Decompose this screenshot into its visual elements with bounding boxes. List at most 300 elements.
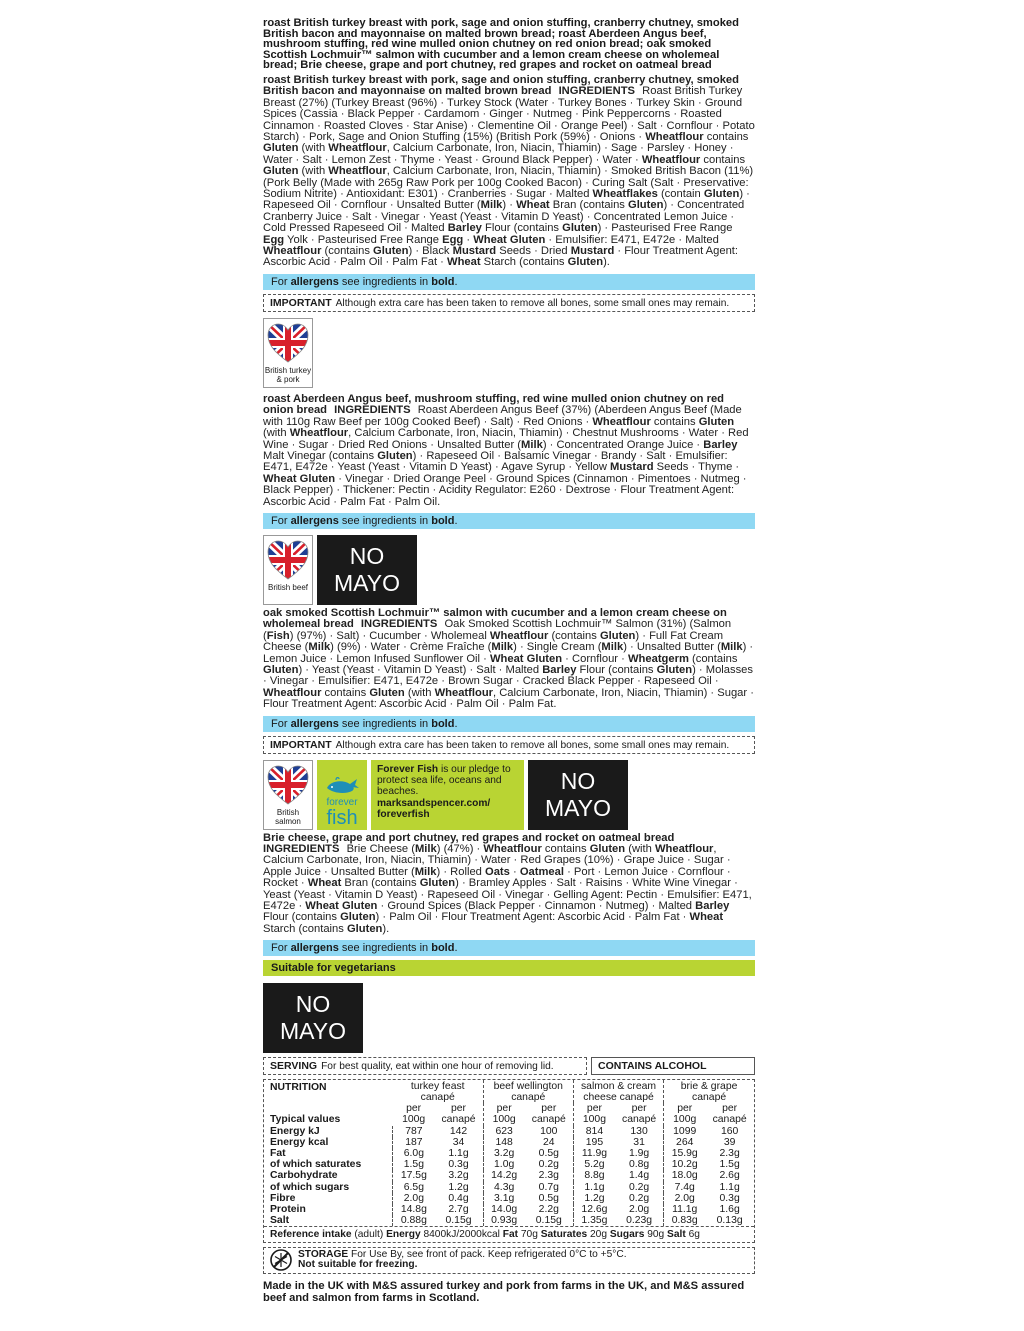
nutrient-value: 160 (720, 1125, 739, 1137)
allergen-word: Egg (263, 233, 285, 246)
nutrient-value: 17.5g (393, 1170, 435, 1181)
section-beef (263, 394, 755, 508)
nutrient-value: 18.0g (664, 1170, 706, 1181)
allergen-bold: allergens (290, 717, 339, 730)
ingredient-text: (with (298, 165, 329, 178)
nutrient-value: 2.6g (719, 1170, 740, 1182)
union-jack-heart-icon (266, 764, 310, 806)
nutrient-value: 0.88g (393, 1215, 435, 1226)
allergen-word: Gluten (628, 199, 664, 212)
badges-salmon (263, 760, 755, 830)
allergen-word: Milk (414, 865, 437, 878)
allergen-word: Gluten (369, 686, 405, 699)
allergen-word: Wheatflour (645, 131, 704, 143)
nutrient-value: 0.3g (448, 1159, 469, 1171)
allergen-word: Wheatflour (263, 245, 322, 258)
important-text: Although extra care has been taken to remove all bones, some small ones may remain. (335, 297, 730, 309)
nutrient-value: 6.0g (393, 1148, 435, 1159)
important-label: IMPORTANT (270, 296, 332, 309)
allergen-word: Milk (308, 641, 331, 654)
serving-row (263, 1057, 755, 1075)
ingredients-label: INGREDIENTS (334, 404, 411, 417)
allergen-mid: see ingredients in (338, 942, 432, 955)
nutrient-value: 39 (723, 1136, 736, 1148)
ingredient-text: ) · Palm Oil · Flour Treatment Agent: Ascorbic Acid · Palm Fat · (375, 911, 690, 924)
important-notice (263, 294, 755, 312)
badges-brie (263, 983, 755, 1053)
allergen-word: Gluten (340, 911, 376, 924)
nutrient-value: 142 (449, 1125, 468, 1137)
nutrient-value: 0.15g (445, 1215, 472, 1227)
nutrient-value: 0.5g (538, 1192, 559, 1204)
allergen-word: Gluten (263, 663, 299, 676)
ingredient-text: · (509, 865, 520, 878)
allergen-word: Barley (703, 438, 738, 451)
allergen-bold-word: bold (431, 942, 455, 955)
allergen-word: Mustard (570, 245, 615, 258)
british-beef-badge (263, 535, 313, 605)
allergen-word: Oats (485, 865, 510, 878)
nutrient-value: 12.6g (573, 1204, 615, 1215)
storage-text-block (298, 1250, 627, 1271)
allergen-word: Wheatflour (328, 165, 387, 178)
important-notice (263, 736, 755, 754)
nutrient-value: 1.0g (483, 1159, 525, 1170)
nutrient-value: 1.5g (393, 1159, 435, 1170)
allergen-word: Gluten (419, 877, 456, 890)
allergen-word: Wheat (516, 199, 550, 212)
ingredient-text: ) · (502, 199, 517, 212)
allergen-word: Gluten (589, 843, 626, 855)
ingredient-text: Oak Smoked Scottish Lochmuir™ Salmon (31%) (Salmon ( (263, 618, 732, 642)
allergen-word: Wheatflour (592, 415, 651, 428)
ingredient-text: · (463, 233, 474, 246)
allergen-word: Gluten (599, 629, 636, 642)
no-mayo-badge (528, 760, 628, 830)
ingredient-text: ) · Molasses · Vinegar · Emulsifier: E471, E472e · Brown Sugar · Cracked Black Pepper · Rapeseed Oil · (263, 663, 753, 688)
per-100-header: per 100g (573, 1103, 615, 1125)
ingredient-text: (with (625, 843, 655, 855)
ingredient-text: · Cornflour · (562, 652, 628, 665)
ref-sat: 20g (587, 1229, 610, 1241)
allergen-word: Wheat Gluten (305, 900, 378, 913)
allergen-word: Wheat (689, 911, 724, 924)
nutrient-value: 1.1g (448, 1148, 469, 1160)
nutrient-value: 2.0g (664, 1193, 706, 1204)
no-mayo-line2: MAYO (279, 1018, 347, 1045)
nutrient-label: Fat (270, 1148, 286, 1160)
ingredient-text: ) · Rapeseed Oil · Balsamic Vinegar · Brandy · Salt · Emulsifier: E471, E472e · Yeast (Yeast · Vitamin D Yeast) · Agave Syrup · Yellow (263, 449, 728, 474)
forever-fish-logo (317, 760, 367, 830)
nutrition-label: NUTRITION (270, 1082, 327, 1094)
nutrient-value: 187 (393, 1137, 435, 1148)
forever-fish-small-text: forever (326, 796, 358, 808)
nutrient-value: 0.93g (483, 1215, 525, 1226)
ingredient-text: · Vinegar · Dried Orange Peel · Ground Spices (Cinnamon · Pimentoes · Nutmeg · Black Pepper) · Thickener: Pectin · Acidity Regulator: E260 · Dextrose · Flour Treatment Agent: Ascorbic Acid · Palm Fat · Palm Oil. (263, 472, 747, 508)
allergen-suffix: . (454, 275, 458, 288)
ingredients-text (263, 85, 755, 268)
forever-fish-big-text: fish (326, 806, 358, 829)
allergen-word: Fish (266, 629, 290, 642)
serving-label: SERVING (270, 1060, 318, 1073)
nutrient-value: 264 (664, 1137, 706, 1148)
badges-beef (263, 535, 755, 605)
nutrient-value: 2.2g (538, 1204, 559, 1216)
contains-alcohol-box: CONTAINS ALCOHOL (591, 1057, 755, 1075)
pledge-url[interactable]: marksandspencer.com/ foreverfish (377, 797, 491, 821)
allergen-word: Milk (720, 641, 743, 654)
allergen-band (263, 716, 755, 732)
nutrition-row (264, 1159, 754, 1170)
nutrient-value: 14.0g (483, 1204, 525, 1215)
ingredient-text: ) · Lemon Juice · Lemon Infused Sunflower Oil · (263, 641, 754, 665)
nutrition-row (264, 1170, 754, 1181)
nutrient-value: 0.83g (664, 1215, 706, 1226)
nutrient-value: 6.5g (393, 1182, 435, 1193)
per-100-header: per 100g (402, 1103, 426, 1126)
per-canape-header: per canapé (531, 1103, 566, 1126)
ref-label: Reference intake (270, 1229, 352, 1241)
ingredient-text: Starch (contains (263, 922, 347, 935)
ingredient-text: Flour (contains (481, 222, 563, 235)
ref-sugars-label: Sugars (609, 1229, 645, 1241)
ingredient-text: (contains (688, 652, 738, 665)
allergen-bold: allergens (290, 942, 339, 955)
per-100-header: per 100g (664, 1103, 706, 1125)
pledge-text: is our pledge to protect sea life, oceans and beaches. (377, 763, 511, 798)
ingredient-text: (with (263, 427, 290, 440)
allergen-word: Milk (521, 438, 543, 451)
nutrient-value: 0.13g (716, 1215, 743, 1227)
ingredients-text (263, 618, 754, 710)
allergen-band (263, 274, 755, 290)
nutrient-value: 5.2g (573, 1159, 615, 1170)
no-mayo-line1: NO (560, 767, 596, 794)
ingredient-text: , Calcium Carbonate, Iron, Niacin, Thiamin) · Sugar · Flour Treatment Agent: Ascorbic Acid · Palm Oil · Palm Fat. (263, 686, 754, 711)
nutrient-value: 11.1g (664, 1204, 706, 1215)
allergen-word: Wheatflour (489, 629, 549, 642)
nutrient-value: 100 (540, 1125, 558, 1137)
allergen-bold-word: bold (431, 275, 455, 288)
allergen-word: Wheat Gluten (263, 472, 336, 485)
ref-salt: 6g (685, 1229, 700, 1241)
made-in-statement: Made in the UK with M&S assured turkey and pork from farms in the UK, and M&S assured beef and salmon from farms in Scotland. (263, 1279, 745, 1304)
allergen-suffix: . (454, 717, 458, 730)
ingredient-text: Bran (contains (549, 199, 628, 212)
allergen-word: Gluten (373, 245, 409, 258)
nutrient-value: 1.2g (448, 1181, 469, 1193)
ingredients-beef (263, 394, 755, 508)
no-mayo-line1: NO (295, 991, 331, 1018)
nutrition-row (264, 1215, 754, 1226)
per-canape-header: per canapé (622, 1103, 657, 1126)
allergen-prefix: For (271, 275, 291, 288)
ingredient-text: contains (541, 843, 590, 855)
nutrition-row (264, 1182, 754, 1193)
group-header: salmon & cream cheese canapé (573, 1080, 663, 1103)
ingredients-turkey (263, 75, 755, 269)
allergen-word: Mustard (610, 461, 654, 474)
serving-text: For best quality, eat within one hour of removing lid. (321, 1061, 554, 1073)
no-mayo-line2: MAYO (333, 569, 401, 596)
ref-sat-label: Saturates (540, 1229, 588, 1241)
section-turkey (263, 75, 755, 269)
allergen-word: Wheat Gluten (473, 233, 546, 246)
ingredient-text: ) · Bramley Apples · Salt · Raisins · White Wine Vinegar · Yeast (Yeast · Vitamin D Yeast) · Rapeseed Oil · Vinegar · Gelling Agent: Pectin · Emulsifier: E471, E472e · (263, 877, 752, 913)
allergen-word: Gluten (698, 415, 735, 428)
nutrition-row (264, 1193, 754, 1204)
ingredient-text: , Calcium Carbonate, Iron, Niacin, Thiamin) · Sage · Parsley · Honey · Water · Salt · Lemon Zest · Thyme · Yeast · Ground Black Pepper) · Water · (263, 142, 734, 166)
ingredient-text: (contains (321, 245, 374, 258)
ingredient-text: Flour (contains (263, 911, 341, 924)
allergen-prefix: For (271, 717, 291, 730)
nutrient-label: Energy kJ (270, 1125, 320, 1137)
allergen-word: Gluten (263, 165, 299, 178)
ingredient-text: Brie Cheese ( (346, 843, 415, 855)
nutrient-value: 3.1g (483, 1193, 525, 1204)
nutrient-label: Protein (270, 1204, 306, 1216)
no-mayo-line2: MAYO (544, 794, 612, 821)
nutrient-value: 195 (573, 1137, 615, 1148)
allergen-word: Gluten (562, 222, 598, 235)
ingredient-text: · Emulsifier: E471, E472e · Malted (545, 233, 719, 246)
ingredient-text: (contain (657, 188, 704, 201)
nutrient-value: 1.1g (573, 1182, 615, 1193)
ingredient-text: Bran (contains (341, 877, 420, 890)
nutrient-value: 1.4g (628, 1170, 650, 1182)
nutrient-value: 0.7g (538, 1181, 559, 1193)
ingredient-text: ) · Unsalted Butter ( (623, 641, 721, 654)
allergen-word: Barley (695, 900, 730, 913)
ingredient-text: (contains (548, 629, 600, 642)
nutrient-label: Salt (270, 1215, 290, 1227)
nutrient-value: 3.2g (483, 1148, 525, 1159)
reference-intake (264, 1226, 754, 1241)
ingredient-text: ) · Rapeseed Oil · Cornflour · Unsalted Butter ( (263, 188, 750, 212)
no-freeze-icon (270, 1249, 292, 1271)
allergen-band (263, 940, 755, 956)
ref-fat: 70g (518, 1229, 541, 1241)
ref-salt-label: Salt (667, 1229, 686, 1241)
ingredients-text (263, 843, 752, 935)
british-turkey-badge (263, 318, 313, 388)
nutrient-value: 0.23g (626, 1215, 653, 1227)
pledge-bold: Forever Fish (377, 763, 439, 775)
per-canape-header: per canapé (441, 1103, 476, 1126)
allergen-band (263, 513, 755, 529)
ingredient-text: ) · Concentrated Cranberry Juice · Salt · Vinegar · Yeast (Yeast · Vitamin D Yeast) · Concentrated Lemon Juice · Cold Pressed Rapeseed Oil · Malted (263, 199, 745, 235)
group-header: beef wellington canapé (483, 1080, 573, 1103)
ingredient-text: contains (703, 131, 749, 143)
ingredient-text: Roast British Turkey Breast (27%) (Turkey Breast (96%) · Turkey Stock (Water · Turkey Bones · Turkey Skin · Ground Spices (Cassia · Black Pepper · Cardamom · Ginger · Nutmeg · Pink Peppercorns · Roasted Cinnamon · Roasted Cloves · Star Anise) · Clementine Oil · Orange Peel) · Salt · Cornflour · Potato Starch) · Pork, Sage and Onion Stuffing (15%) (British Pork (59%) · Onions · (263, 85, 755, 143)
ingredient-text: ) (9%) · Water · Crème Fraîche ( (330, 641, 492, 654)
allergen-word: Gluten (346, 922, 383, 935)
nutrient-value: 148 (483, 1137, 525, 1148)
nutrient-value: 7.4g (664, 1182, 706, 1193)
section-salmon (263, 608, 755, 711)
badge-caption: British salmon (275, 807, 301, 826)
nutrient-value: 0.3g (719, 1192, 740, 1204)
nutrient-value: 0.8g (628, 1159, 650, 1171)
allergen-word: Oatmeal (519, 865, 564, 878)
nutrient-value: 34 (452, 1136, 465, 1148)
nutrient-value: 1.9g (628, 1148, 650, 1160)
storage-label: STORAGE (298, 1248, 349, 1260)
section-title: Brie cheese, grape and port chutney, red grapes and rocket on oatmeal bread (263, 831, 675, 844)
nutrient-value: 623 (483, 1126, 525, 1137)
nutrient-value: 3.2g (448, 1170, 469, 1182)
nutrient-value: 2.3g (538, 1170, 559, 1182)
nutrition-row (264, 1148, 754, 1159)
serving-notice (263, 1057, 587, 1075)
ref-adult: (adult) (351, 1229, 387, 1241)
storage-notice (263, 1247, 755, 1274)
allergen-word: Milk (491, 641, 514, 654)
allergen-word: Wheat (447, 256, 481, 269)
nutrient-value: 1099 (664, 1126, 706, 1137)
nutrient-label: of which sugars (270, 1181, 350, 1193)
allergen-bold-word: bold (431, 514, 455, 527)
nutrient-value: 8.8g (573, 1170, 615, 1181)
nutrient-value: 2.7g (448, 1204, 469, 1216)
ingredient-text: contains (700, 153, 746, 166)
nutrition-row (264, 1137, 754, 1148)
union-jack-heart-icon (266, 322, 310, 364)
ingredient-text: , Calcium Carbonate, Iron, Niacin, Thiamin) · Chestnut Mushrooms · Water · Red Wine · Sugar · Dried Red Onions · Unsalted Butter ( (263, 427, 749, 451)
nutrient-value: 14.2g (483, 1170, 525, 1181)
nutrient-value: 14.8g (393, 1204, 435, 1215)
allergen-word: Barley (542, 663, 577, 676)
allergen-word: Wheatflour (289, 427, 349, 440)
ingredient-text: Malt Vinegar (contains (263, 449, 378, 462)
allergen-mid: see ingredients in (338, 717, 432, 730)
ingredient-text: ) · Full Fat Cream Cheese ( (263, 629, 724, 654)
allergen-prefix: For (271, 514, 291, 527)
ingredients-brie (263, 833, 755, 936)
nutrient-value: 1.6g (719, 1204, 740, 1216)
ingredient-text: , Calcium Carbonate, Iron, Niacin, Thiamin) · Water · Red Grapes (10%) · Grape Juice · Sugar · Apple Juice · Unsalted Butter ( (263, 843, 731, 878)
ingredient-text: ) · Single Cream ( (513, 641, 602, 654)
ingredient-text: , Calcium Carbonate, Iron, Niacin, Thiamin) · Smoked British Bacon (11%) (Pork Belly (Made with 265g Raw Pork per 100g Cooked Bacon) · Curing Salt (Salt · Preservative: Sodium Nitrite) · Antioxidant: E301) · Cranberries · Sugar · Malted (263, 165, 754, 201)
ingredient-text: Seeds · Thyme · (653, 461, 740, 474)
allergen-bold: allergens (290, 514, 339, 527)
nutrient-value: 31 (633, 1136, 645, 1148)
allergen-word: Milk (480, 199, 503, 212)
section-title: roast British turkey breast with pork, sage and onion stuffing, cranberry chutney, smoked British bacon and mayonnaise on malted brown bread (263, 73, 739, 98)
important-label: IMPORTANT (270, 738, 332, 751)
section-brie (263, 833, 755, 936)
no-mayo-line1: NO (349, 542, 385, 569)
allergen-bold-word: bold (431, 717, 455, 730)
allergen-word: Wheat Gluten (489, 652, 563, 665)
group-header: turkey feast canapé (410, 1081, 465, 1103)
storage-text: For Use By, see front of pack. Keep refrigerated 0°C to +5°C. (348, 1248, 627, 1260)
ingredient-text: ) · Yeast (Yeast · Vitamin D Yeast) · Salt · Malted (298, 663, 543, 676)
allergen-word: Wheatgerm (627, 652, 689, 665)
allergen-word: Gluten (656, 663, 693, 676)
nutrient-label: of which saturates (270, 1159, 362, 1171)
nutrition-rows (264, 1126, 754, 1227)
ingredient-text: Seeds · Dried (496, 245, 571, 258)
british-salmon-badge (263, 760, 313, 830)
nutrient-value: 0.5g (538, 1148, 559, 1160)
allergen-word: Wheat (307, 877, 342, 890)
ingredient-text: contains (650, 415, 699, 428)
allergen-word: Milk (601, 641, 624, 654)
union-jack-heart-icon (266, 539, 310, 581)
nutrient-value: 0.2g (628, 1192, 650, 1204)
ingredient-text: · Port · Lemon Juice · Cornflour · Rocket · (263, 865, 731, 890)
allergen-suffix: . (454, 942, 458, 955)
label-panel (263, 18, 755, 1304)
ingredient-text: · Flour Treatment Agent: Ascorbic Acid · Palm Oil · Palm Fat · (263, 245, 739, 269)
nutrient-value: 1.1g (719, 1181, 740, 1193)
nutrient-value: 0.4g (448, 1192, 469, 1204)
vegetarian-band: Suitable for vegetarians (263, 960, 755, 976)
nutrient-value: 2.0g (628, 1204, 650, 1216)
nutrient-value: 814 (573, 1126, 615, 1137)
allergen-word: Barley (447, 222, 482, 235)
ingredients-salmon (263, 608, 755, 711)
nutrient-value: 2.0g (393, 1193, 435, 1204)
forever-fish-pledge (371, 760, 524, 830)
ingredient-text: Roast Aberdeen Angus Beef (37%) (Aberdeen Angus Beef (Made with 110g Raw Beef per 100g Cooked Beef) · Salt) · Red Onions · (263, 404, 742, 428)
nutrient-value: 11.9g (573, 1148, 615, 1159)
nutrient-value: 2.3g (719, 1148, 740, 1160)
nutrient-label: Energy kcal (270, 1136, 329, 1148)
ingredients-label: INGREDIENTS (263, 843, 340, 855)
ingredient-text: ). (603, 256, 610, 269)
nutrient-value: 1.5g (719, 1159, 740, 1171)
ref-sugars: 90g (644, 1229, 668, 1241)
section-title: oak smoked Scottish Lochmuir™ salmon with cucumber and a lemon cream cheese on wholemeal bread (263, 606, 727, 631)
allergen-prefix: For (271, 942, 291, 955)
allergen-word: Wheatflour (654, 843, 714, 855)
ingredients-text (263, 404, 749, 507)
no-mayo-badge (263, 983, 363, 1053)
badge-caption: British turkey & pork (264, 365, 312, 384)
nutrient-value: 1.35g (573, 1215, 615, 1226)
per-canape-header: per canapé (712, 1103, 747, 1126)
allergen-word: Gluten (567, 256, 604, 269)
badges-turkey (263, 318, 755, 388)
no-mayo-badge (317, 535, 417, 605)
important-text: Although extra care has been taken to remove all bones, some small ones may remain. (335, 739, 730, 751)
group-header: brie & grape canapé (664, 1080, 754, 1103)
per-100-header: per 100g (483, 1103, 525, 1125)
nutrient-value: 0.2g (628, 1181, 650, 1193)
nutrition-table (264, 1080, 754, 1226)
nutrient-value: 4.3g (483, 1182, 525, 1193)
nutrient-label: Carbohydrate (270, 1170, 338, 1182)
typical-values-label: Typical values (270, 1114, 341, 1126)
nutrition-row (264, 1204, 754, 1215)
ref-fat-label: Fat (502, 1229, 519, 1241)
nutrition-panel (263, 1079, 755, 1243)
allergen-word: Wheatflour (434, 686, 494, 699)
allergen-word: Wheatflour (328, 142, 387, 155)
ingredient-text: (with (404, 686, 435, 699)
allergen-word: Milk (414, 843, 437, 855)
nutrient-label: Fibre (270, 1192, 296, 1204)
ingredient-text: Flour (contains (576, 663, 657, 676)
ingredient-text: ). (382, 922, 390, 935)
ingredient-text: Starch (contains (480, 256, 568, 269)
allergen-mid: see ingredients in (338, 514, 432, 527)
ingredient-text: ) (47%) · (436, 843, 484, 855)
allergen-word: Wheatflakes (592, 188, 658, 201)
ingredient-text: ) · Rolled (436, 865, 485, 878)
